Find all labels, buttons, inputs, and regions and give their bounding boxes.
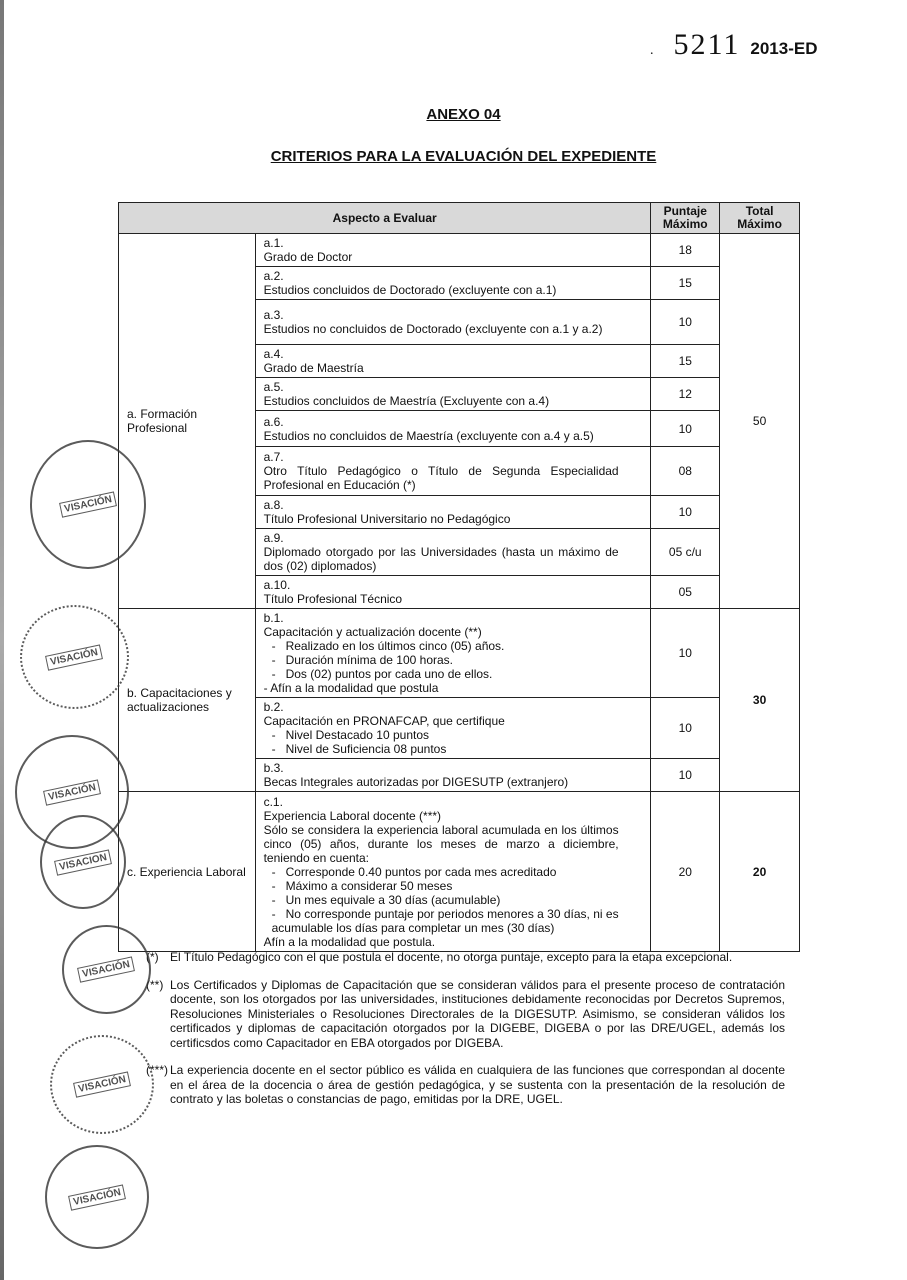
- footnote: (**) Los Certificados y Diplomas de Capacitación que se consideran válidos para el presente proceso de contratación docente, son los otorgados por las universidades, instituciones debidamente reconocidas por Decretos Supremos, Resoluciones Ministeriales o Resoluciones Directorales de la DIGESUTP. Asimismo, se consideran válidos los certificados y diplomas de capacitación otorgados por la DIGEBE, DIGEBA o por las DRE/UGEL, además los certificsdos como Capacitador en EBA otorgados por DIGEBA.: [146, 977, 785, 1050]
- item-code: a.7.: [263, 450, 284, 464]
- item-bullet: - Un mes equivale a 30 días (acumulable): [271, 892, 501, 907]
- item-paragraph: Sólo se considera la experiencia laboral acumulada en los últimos cinco (05) años, durante los meses de marzo a diciembre, teniendo en cuenta:: [263, 822, 619, 865]
- item-code: a.9.: [263, 531, 284, 545]
- item-text: Título Profesional Universitario no Pedagógico: [263, 512, 511, 526]
- scan-edge: [0, 0, 4, 1280]
- total-cell: 30: [720, 609, 800, 792]
- item-text: Otro Título Pedagógico o Título de Segunda Especialidad Profesional en Educación (*): [263, 464, 619, 492]
- score-cell: 15: [651, 267, 720, 300]
- score-cell: 10: [651, 609, 720, 698]
- score-cell: 10: [651, 759, 720, 792]
- visacion-stamp: VISACIÓN: [45, 1145, 149, 1249]
- item-text: Grado de Doctor: [263, 250, 353, 264]
- score-cell: 12: [651, 378, 720, 411]
- category-cell: c. Experiencia Laboral: [119, 792, 256, 952]
- score-cell: 08: [651, 447, 720, 496]
- item-cell: [255, 609, 651, 698]
- item-text: Estudios no concluidos de Maestría (excluyente con a.4 y a.5): [263, 428, 594, 443]
- item-bullet: - Dos (02) puntos por cada uno de ellos.: [271, 667, 493, 681]
- item-text: Experiencia Laboral docente (***): [263, 808, 442, 823]
- item-cell: [255, 378, 651, 411]
- item-text: Becas Integrales autorizadas por DIGESUTP (extranjero): [263, 775, 569, 789]
- score-cell: 15: [651, 345, 720, 378]
- score-cell: 18: [651, 234, 720, 267]
- item-cell: [255, 411, 651, 447]
- item-code: c.1.: [263, 794, 283, 809]
- item-text: Estudios concluidos de Maestría (Excluyente con a.4): [263, 394, 550, 408]
- score-cell: 10: [651, 300, 720, 345]
- item-cell: [255, 496, 651, 529]
- item-cell: [255, 576, 651, 609]
- item-text: Capacitación y actualización docente (**): [263, 625, 482, 639]
- visacion-stamp: VISACIÓN: [15, 735, 129, 849]
- item-text: Diplomado otorgado por las Universidades (hasta un máximo de dos (02) diplomados): [263, 545, 619, 573]
- item-bullet: - No corresponde puntaje por periodos menores a 30 días, ni es acumulable los días para completar un mes (30 días): [271, 906, 619, 935]
- item-cell: [255, 792, 651, 952]
- item-cell: [255, 529, 651, 576]
- table-header-row: [119, 203, 800, 234]
- score-cell: 10: [651, 411, 720, 447]
- footnotes: [146, 950, 785, 1120]
- visacion-stamp: VISACIÓN: [30, 440, 146, 569]
- category-cell: a. Formación Profesional: [119, 234, 256, 609]
- item-text: Estudios no concluidos de Doctorado (excluyente con a.1 y a.2): [263, 322, 603, 336]
- evaluation-table: [118, 202, 800, 952]
- header-aspect: Aspecto a Evaluar: [119, 203, 651, 234]
- item-code: a.5.: [263, 380, 284, 394]
- item-code: a.10.: [263, 578, 291, 592]
- header-max-score: Puntaje Máximo: [651, 203, 720, 234]
- item-code: b.3.: [263, 761, 284, 775]
- score-cell: 20: [651, 792, 720, 952]
- item-code: a.4.: [263, 347, 284, 361]
- item-code: b.2.: [263, 700, 284, 714]
- footnote: (***) La experiencia docente en el sector público es válida en cualquiera de las funciones que correspondan al docente en el área de la docencia o área de gestión pedagógica, y se sustenta con la presentación de la resolución de contrato y las boletas o constancias de pago, emitidas por la DRE, UGEL.: [146, 1063, 785, 1106]
- footnote: (*) El Título Pedagógico con el que postula el docente, no otorga puntaje, excepto para la etapa excepcional.: [146, 950, 733, 964]
- item-cell: [255, 234, 651, 267]
- item-code: a.1.: [263, 236, 284, 250]
- annex-title: ANEXO 04: [426, 106, 501, 123]
- visacion-stamp: VISACIÓN: [62, 925, 151, 1014]
- table-row: [119, 234, 800, 267]
- document-subtitle: CRITERIOS PARA LA EVALUACIÓN DEL EXPEDIENTE: [270, 148, 657, 165]
- item-code: a.2.: [263, 269, 284, 283]
- header-total-max: Total Máximo: [720, 203, 800, 234]
- item-code: b.1.: [263, 611, 284, 625]
- score-cell: 05 c/u: [651, 529, 720, 576]
- item-cell: [255, 698, 651, 759]
- personnel-stamp: VISACIÓN: [50, 1035, 154, 1134]
- score-cell: 10: [651, 496, 720, 529]
- item-cell: [255, 447, 651, 496]
- category-cell: b. Capacitaciones y actualizaciones: [119, 609, 256, 792]
- score-cell: 05: [651, 576, 720, 609]
- score-cell: 10: [651, 698, 720, 759]
- total-cell: 20: [720, 792, 800, 952]
- item-tail: Afín a la modalidad que postula.: [263, 934, 436, 949]
- item-cell: [255, 759, 651, 792]
- item-bullet: - Máximo a considerar 50 meses: [271, 878, 453, 893]
- item-tail: - Afín a la modalidad que postula: [263, 681, 439, 695]
- item-cell: [255, 300, 651, 345]
- document-number: . 5211 2013-ED: [650, 28, 818, 61]
- item-bullet: - Duración mínima de 100 horas.: [271, 653, 454, 667]
- item-code: a.8.: [263, 498, 284, 512]
- item-text: Capacitación en PRONAFCAP, que certifique: [263, 714, 505, 728]
- total-cell: 50: [720, 234, 800, 609]
- item-cell: [255, 267, 651, 300]
- item-text: Título Profesional Técnico: [263, 592, 403, 606]
- item-text: Estudios concluidos de Doctorado (excluyente con a.1): [263, 283, 557, 297]
- item-code: a.3.: [263, 308, 284, 322]
- visacion-stamp: VISACION: [40, 815, 126, 909]
- table-row: [119, 609, 800, 698]
- item-bullet: - Corresponde 0.40 puntos por cada mes acreditado: [271, 864, 557, 879]
- item-text: Grado de Maestría: [263, 361, 364, 375]
- item-bullet: - Nivel Destacado 10 puntos: [271, 728, 430, 742]
- visacion-stamp: VISACIÓN: [20, 605, 129, 709]
- item-code: a.6.: [263, 414, 284, 429]
- table-row: [119, 792, 800, 952]
- item-bullet: - Nivel de Suficiencia 08 puntos: [271, 742, 447, 756]
- item-bullet: - Realizado en los últimos cinco (05) años.: [271, 639, 505, 653]
- item-cell: [255, 345, 651, 378]
